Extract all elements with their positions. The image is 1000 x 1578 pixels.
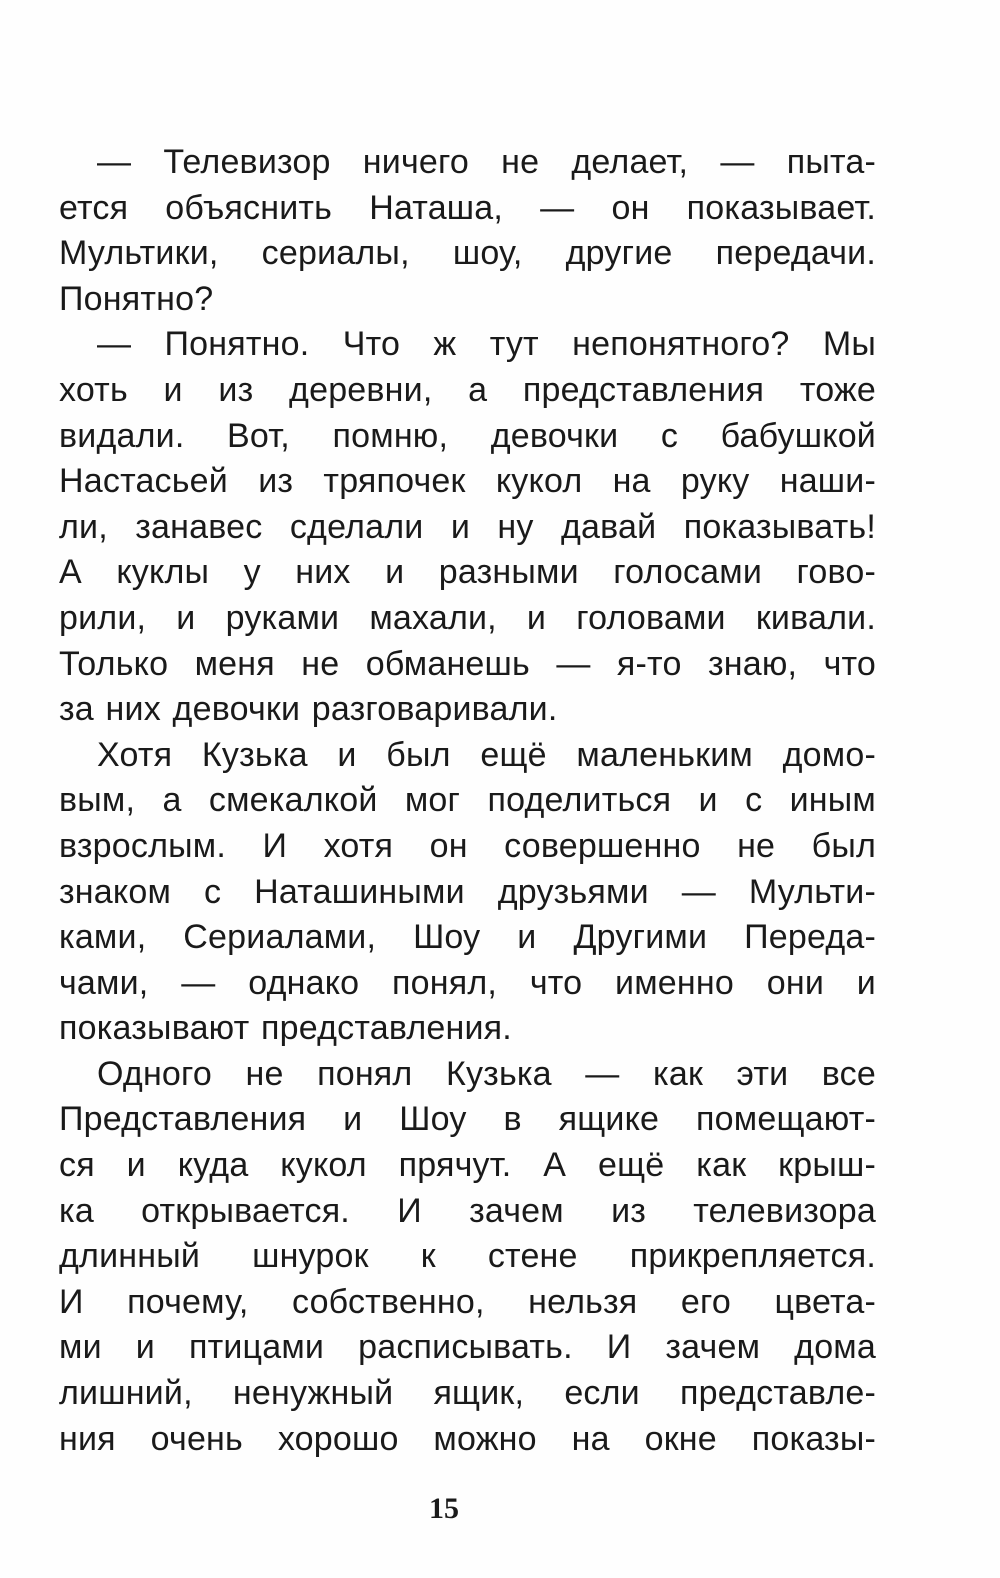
text-line: Одного не понял Кузька — как эти все xyxy=(97,1054,876,1093)
text-line: Понятно? xyxy=(59,279,214,318)
text-line: Мультики, сериалы, шоу, другие передачи. xyxy=(59,234,876,273)
text-line: — Понятно. Что ж тут непонятного? Мы xyxy=(97,325,876,364)
page-number: 15 xyxy=(429,1492,459,1525)
text-line: показывают представления. xyxy=(59,1009,512,1048)
text-line: ния очень хорошо можно на окне показы- xyxy=(59,1419,876,1458)
text-line: видали. Вот, помню, девочки с бабушкой xyxy=(59,416,876,455)
text-line: И почему, собственно, нельзя его цвета- xyxy=(59,1282,876,1321)
text-line: ми и птицами расписывать. И зачем дома xyxy=(59,1328,876,1367)
text-line: знаком с Наташиными друзьями — Мульти- xyxy=(59,872,876,911)
text-line: ся и куда кукол прячут. А ещё как крыш- xyxy=(59,1146,876,1185)
text-line: — Телевизор ничего не делает, — пыта- xyxy=(97,143,876,181)
text-line: ками, Сериалами, Шоу и Другими Переда- xyxy=(59,918,876,957)
text-line: Хотя Кузька и был ещё маленьким домо- xyxy=(97,735,876,774)
text-line: длинный шнурок к стене прикрепляется. xyxy=(59,1237,876,1276)
text-line: лишний, ненужный ящик, если представле- xyxy=(59,1374,876,1413)
text-line: чами, — однако понял, что именно они и xyxy=(59,963,876,1002)
body-text xyxy=(59,140,876,1462)
text-line: хоть и из деревни, а представления тоже xyxy=(59,370,876,409)
text-line: взрослым. И хотя он совершенно не был xyxy=(59,826,876,865)
text-line: ется объяснить Наташа, — он показывает. xyxy=(59,188,876,227)
text-line: Представления и Шоу в ящике помещают- xyxy=(59,1100,876,1139)
text-line: ли, занавес сделали и ну давай показывать! xyxy=(59,507,876,546)
text-line: за них девочки разговаривали. xyxy=(59,690,558,729)
text-line: рили, и руками махали, и головами кивали. xyxy=(59,598,876,637)
text-line: ка открывается. И зачем из телевизора xyxy=(59,1191,876,1230)
text-line: А куклы у них и разными голосами гово- xyxy=(59,553,876,592)
text-line: Настасьей из тряпочек кукол на руку наши- xyxy=(59,462,876,501)
text-line: Только меня не обманешь — я-то знаю, что xyxy=(59,644,876,683)
text-line: вым, а смекалкой мог поделиться и с иным xyxy=(59,781,876,820)
